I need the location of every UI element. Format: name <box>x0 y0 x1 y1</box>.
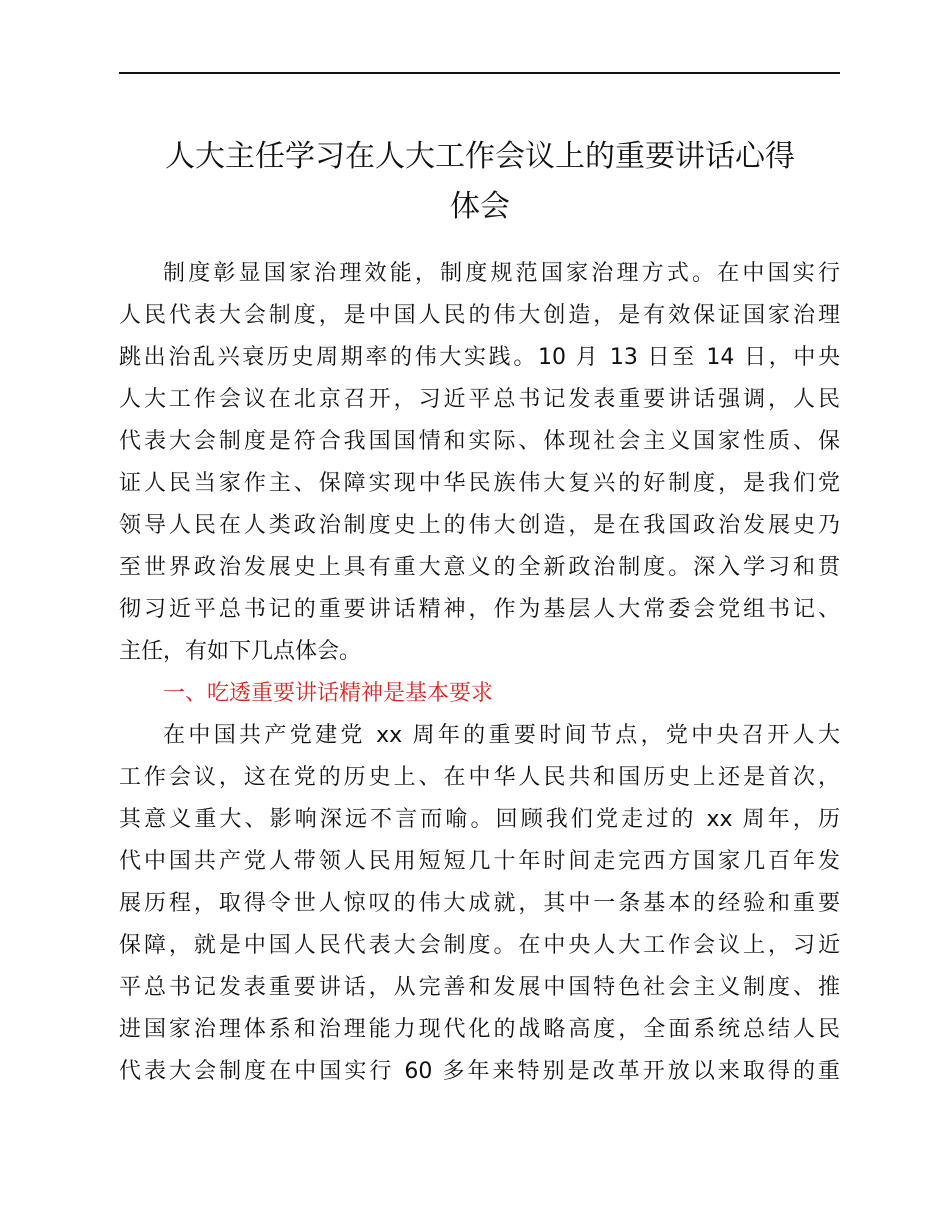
paragraph-1-line: 代表大会制度是符合我国国情和实际、体现社会主义国家性质、保 <box>119 429 840 454</box>
title-line-2: 体会 <box>450 189 510 224</box>
title-line-1: 人大主任学习在人大工作会议上的重要讲话心得 <box>165 139 795 174</box>
paragraph-1-line: 人民代表大会制度，是中国人民的伟大创造，是有效保证国家治理 <box>119 303 840 328</box>
section-1-heading: 一、吃透重要讲话精神是基本要求 <box>163 681 494 706</box>
paragraph-2-line: 平总书记发表重要讲话，从完善和发展中国特色社会主义制度、推 <box>119 975 840 1000</box>
paragraph-2-line: 展历程，取得令世人惊叹的伟大成就，其中一条基本的经验和重要 <box>119 891 840 916</box>
document-body <box>119 253 840 1093</box>
paragraph-2-line: 保障，就是中国人民代表大会制度。在中央人大工作会议上，习近 <box>119 933 840 958</box>
paragraph-1 <box>119 253 840 673</box>
paragraph-1-line: 跳出治乱兴衰历史周期率的伟大实践。10 月 13 日至 14 日，中央 <box>119 345 840 370</box>
paragraph-2-line: 其意义重大、影响深远不言而喻。回顾我们党走过的 xx 周年，历 <box>119 807 840 832</box>
paragraph-1-line: 至世界政治发展史上具有重大意义的全新政治制度。深入学习和贯 <box>119 555 840 580</box>
paragraph-2-line: 进国家治理体系和治理能力现代化的战略高度，全面系统总结人民 <box>119 1017 840 1042</box>
paragraph-1-line: 主任，有如下几点体会。 <box>119 639 362 664</box>
paragraph-1-line: 领导人民在人类政治制度史上的伟大创造，是在我国政治发展史乃 <box>119 513 840 538</box>
paragraph-1-line: 制度彰显国家治理效能，制度规范国家治理方式。在中国实行 <box>163 261 840 286</box>
paragraph-1-line: 彻习近平总书记的重要讲话精神，作为基层人大常委会党组书记、 <box>119 597 840 622</box>
paragraph-1-line: 证人民当家作主、保障实现中华民族伟大复兴的好制度，是我们党 <box>119 471 840 496</box>
paragraph-2 <box>119 715 840 1093</box>
paragraph-2-line: 工作会议，这在党的历史上、在中华人民共和国历史上还是首次， <box>119 765 840 790</box>
document-title <box>110 132 850 232</box>
paragraph-2-line: 代中国共产党人带领人民用短短几十年时间走完西方国家几百年发 <box>119 849 840 874</box>
paragraph-2-line: 在中国共产党建党 xx 周年的重要时间节点，党中央召开人大 <box>163 723 840 748</box>
paragraph-2-line: 代表大会制度在中国实行 60 多年来特别是改革开放以来取得的重 <box>119 1059 840 1084</box>
header-rule <box>119 72 840 74</box>
paragraph-1-line: 人大工作会议在北京召开，习近平总书记发表重要讲话强调，人民 <box>119 387 840 412</box>
